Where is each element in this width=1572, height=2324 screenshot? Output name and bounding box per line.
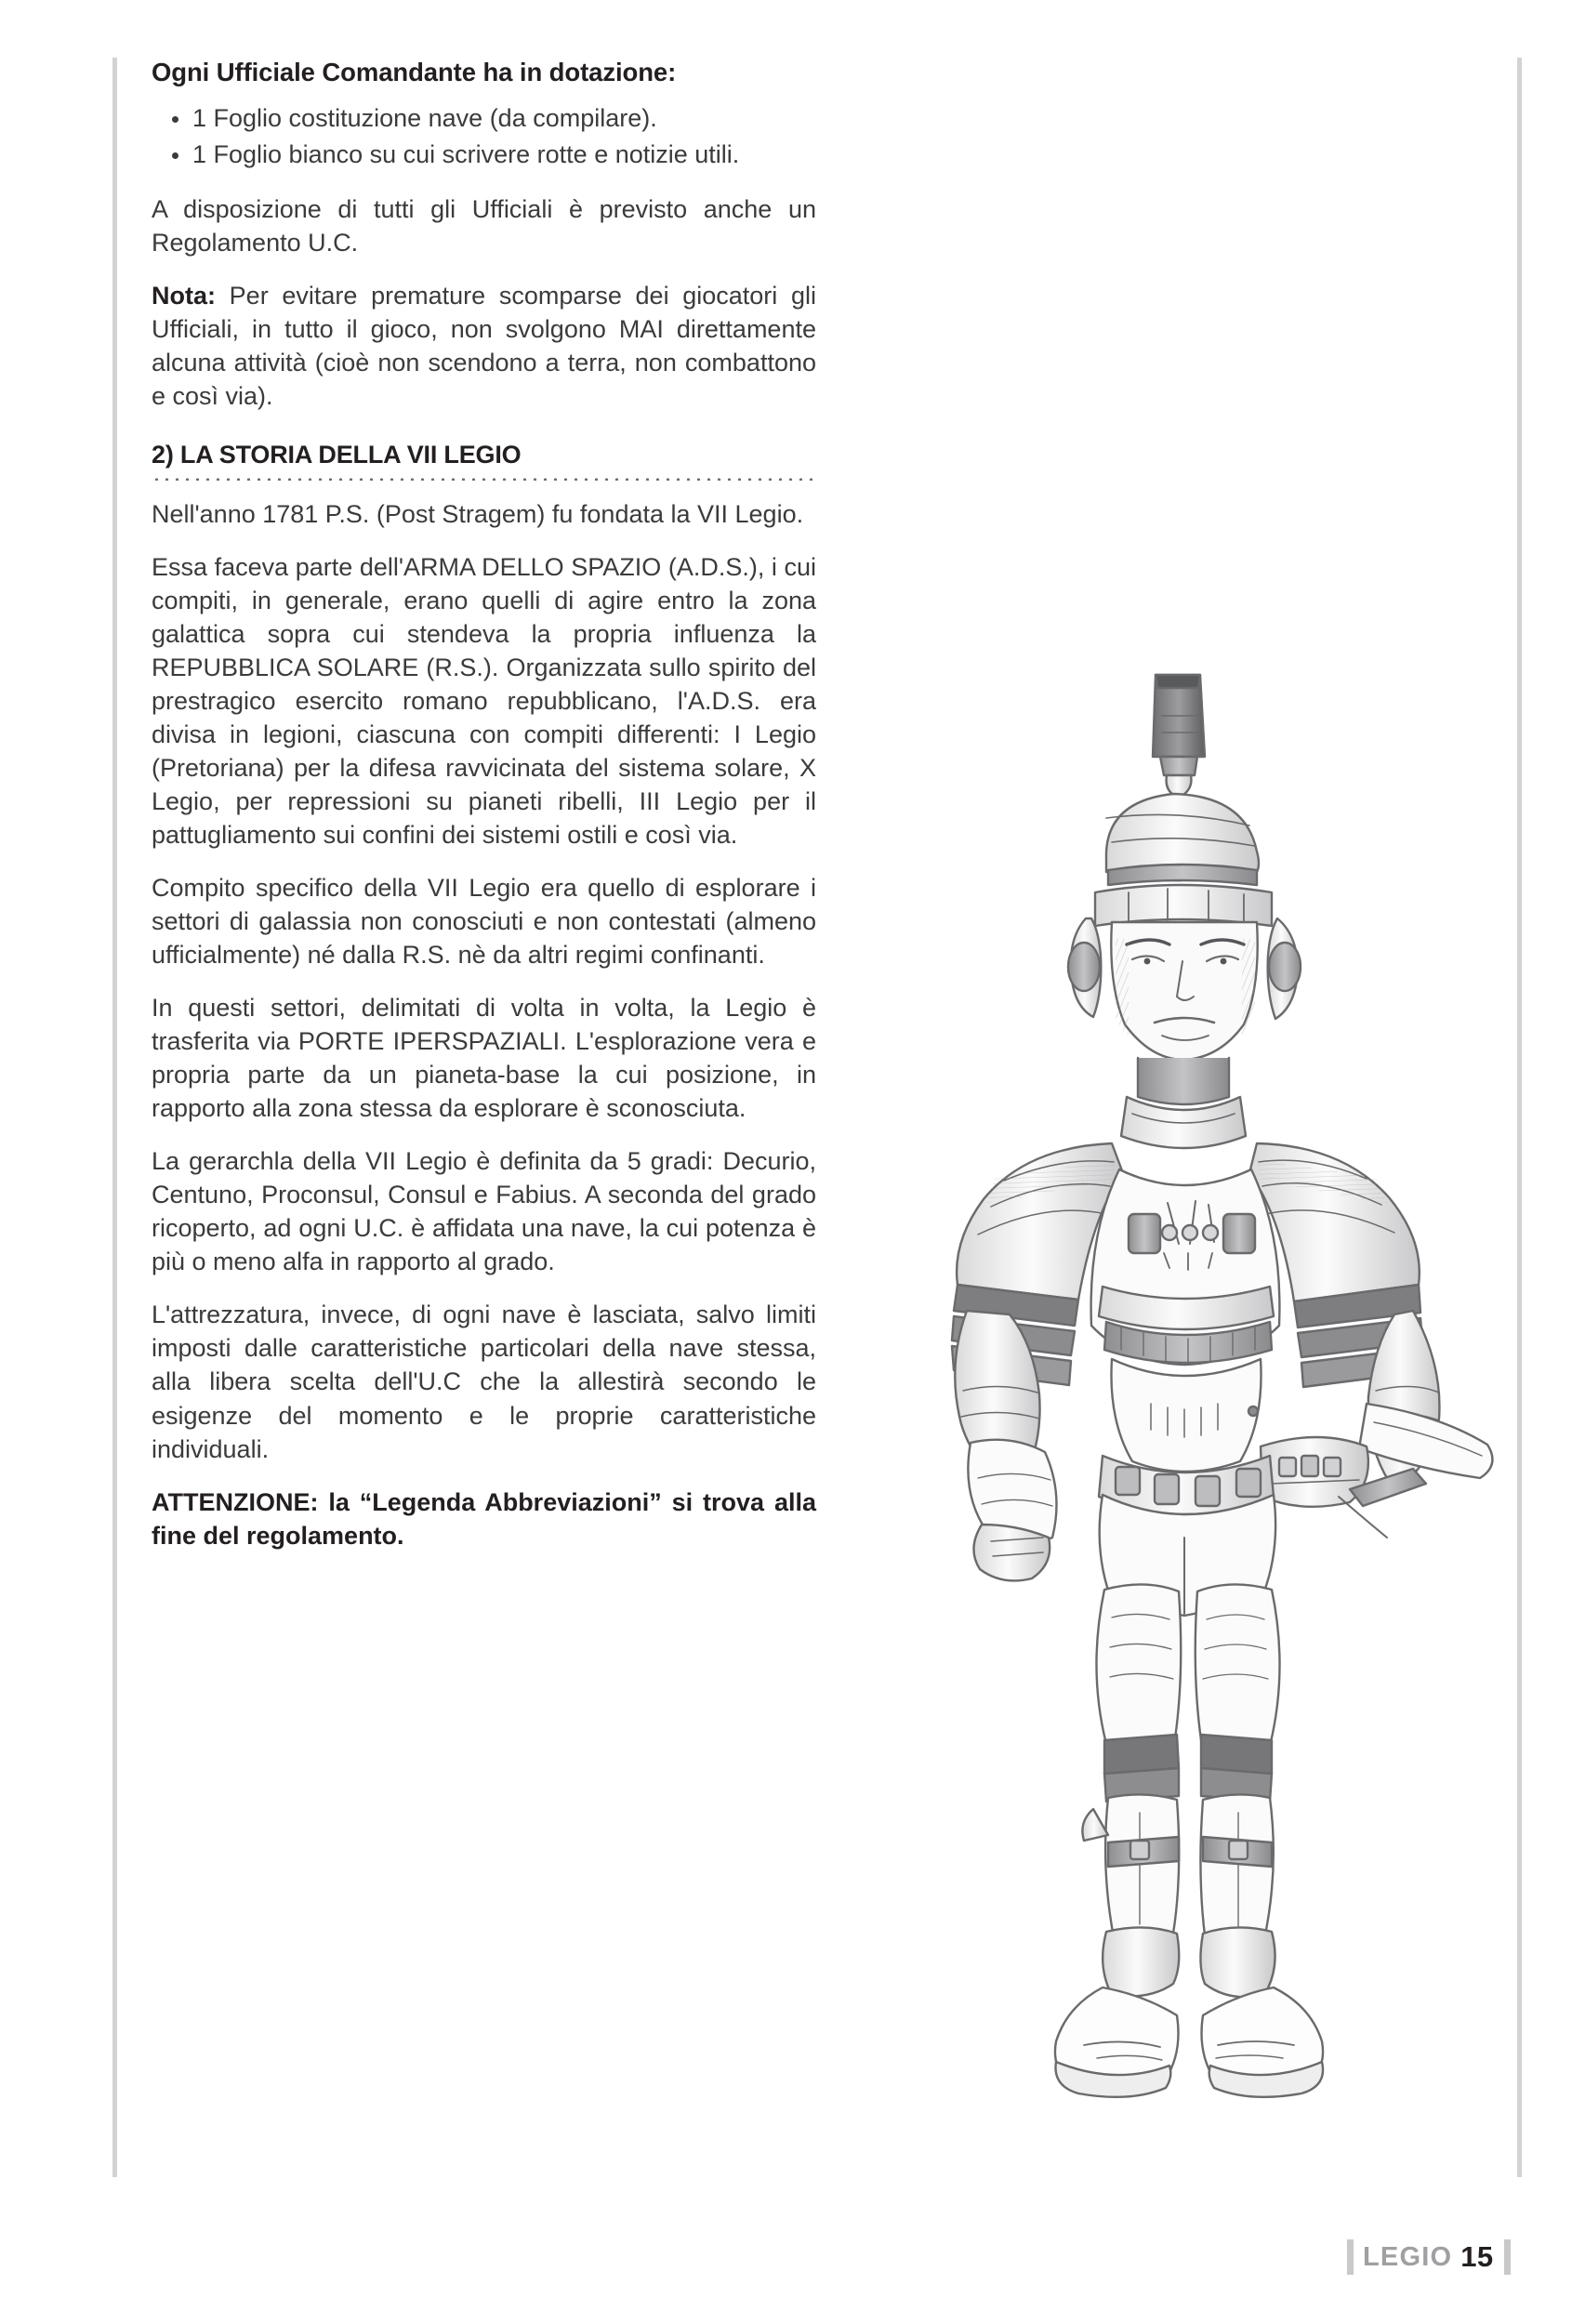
list-item: 1 Foglio bianco su cui scrivere rotte e notizie utili.	[152, 139, 816, 172]
note-paragraph	[152, 279, 816, 413]
history-paragraph-6: L'attrezzatura, invece, di ogni nave è lasciata, salvo limiti imposti dalle caratteristiche particolari della nave stessa, alla libera scelta dell'U.C che la allestirà secondo le esigenze del momento e le proprie caratteristiche individuali.	[152, 1301, 816, 1463]
note-text: Per evitare premature scomparse dei giocatori gli Ufficiali, in tutto il gioco, non svolgono MAI direttamente alcuna attività (cioè non scendono a terra, non combattono e così via).	[152, 281, 816, 410]
section-title: 2) LA STORIA DELLA VII LEGIO	[152, 440, 522, 469]
availability-paragraph: A disposizione di tutti gli Ufficiali è previsto anche un Regolamento U.C.	[152, 194, 816, 257]
page-number: 15	[1460, 2240, 1494, 2273]
legionary-illustration	[930, 660, 1525, 2147]
history-paragraph-2: Essa faceva parte dell'ARMA DELLO SPAZIO (A.D.S.), i cui compiti, in generale, erano quelli di agire entro la zona galattica sopra cui stendeva la propria influenza la REPUBBLICA SOLARE (R.S.). Organizzata sullo spirito del prestragico esercito romano repubblicano, l'A.D.S. era divisa in legioni, ciascuna con compiti differenti: I Legio (Pretoriana) per la difesa ravvicinata del sistema solare, X Legio, per repressioni su pianeti ribelli, III Legio per il pattugliamento sui confini dei sistemi ostili e così via.	[152, 552, 816, 850]
history-paragraph-4: In questi settori, delimitati di volta in volta, la Legio è trasferita via PORTE IPERSPAZIALI. L'esplorazione vera e propria parte da un pianeta-base la cui posizione, in rapporto alla zona stessa da esplorare è sconosciuta.	[152, 994, 816, 1123]
left-margin-rule	[112, 58, 117, 2177]
footer-bar-right	[1504, 2239, 1511, 2275]
history-paragraph-1: Nell'anno 1781 P.S. (Post Stragem) fu fondata la VII Legio.	[152, 499, 804, 528]
history-paragraph-5: La gerarchla della VII Legio è definita da 5 gradi: Decurio, Centuno, Proconsul, Consul e Fabius. A seconda del grado ricoperto, ad ogni U.C. è affidata una nave, la cui potenza è più o meno alfa in rapporto al grado.	[152, 1147, 816, 1276]
equipment-lede: Ogni Ufficiale Comandante ha in dotazione:	[152, 58, 677, 86]
legionary-figure-svg	[930, 660, 1525, 2147]
footer-brand: LEGIO	[1363, 2242, 1453, 2272]
note-label: Nota:	[152, 281, 216, 310]
history-paragraph-3: Compito specifico della VII Legio era quello di esplorare i settori di galassia non conosciuti e non contestati (almeno ufficialmente) né dalla R.S. nè da altri regimi confinanti.	[152, 874, 816, 970]
dotted-divider	[152, 475, 816, 481]
section-heading-block	[152, 441, 816, 481]
equipment-list	[152, 102, 816, 172]
text-column	[152, 56, 816, 1572]
page-footer	[1347, 2237, 1511, 2278]
list-item: 1 Foglio costituzione nave (da compilare).	[152, 102, 816, 136]
attention-note: ATTENZIONE: la “Legenda Abbreviazioni” si trova alla fine del regolamento.	[152, 1487, 816, 1550]
footer-bar-left	[1347, 2239, 1354, 2275]
